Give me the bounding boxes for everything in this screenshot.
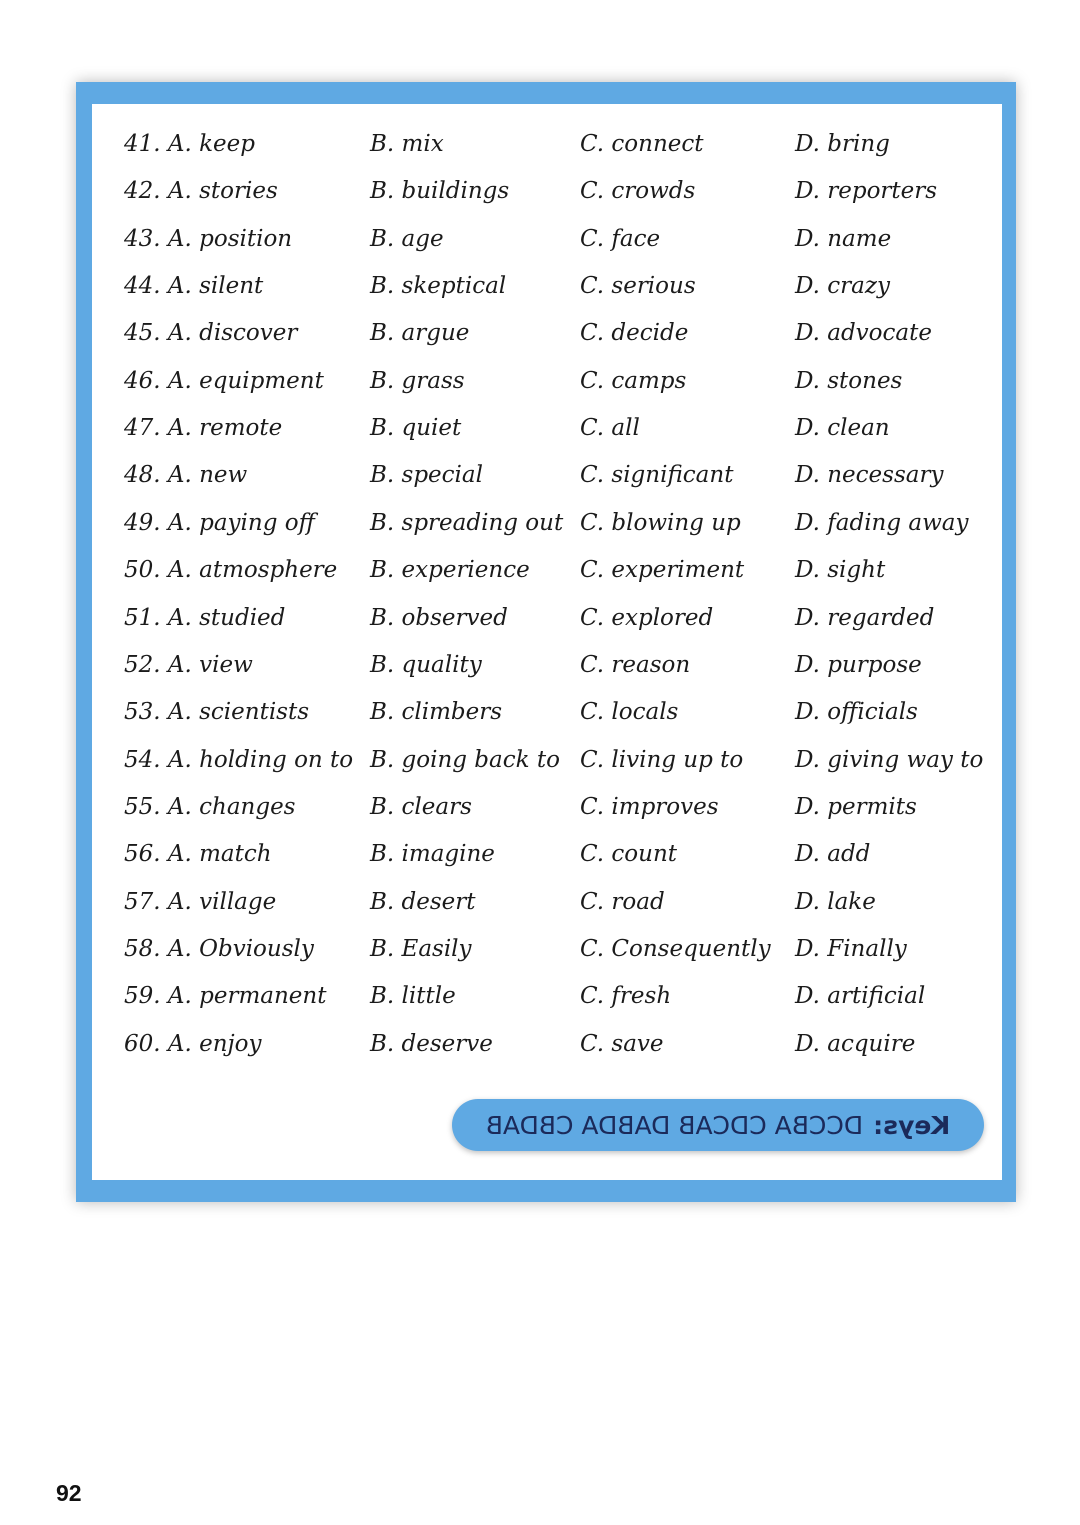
option-c: C. save (580, 1030, 664, 1057)
option-d: D. necessary (795, 462, 944, 489)
option-c: C. reason (580, 651, 691, 678)
option-a: 56. A. match (124, 841, 272, 868)
option-b: B. grass (370, 367, 465, 394)
option-a: 47. A. remote (124, 415, 283, 442)
option-a: 43. A. position (124, 225, 293, 252)
question-row (0, 976, 1080, 1016)
option-b: B. age (370, 225, 444, 252)
option-b: B. clears (370, 793, 472, 820)
option-c: C. improves (580, 793, 719, 820)
option-b: B. spreading out (370, 509, 564, 536)
question-row (0, 598, 1080, 638)
option-a: 44. A. silent (124, 273, 264, 300)
option-d: D. artificial (795, 983, 926, 1010)
option-b: B. mix (370, 131, 444, 157)
question-row (0, 361, 1080, 401)
option-b: B. special (370, 462, 483, 489)
option-a: 57. A. village (124, 888, 277, 915)
option-d: D. officials (795, 699, 918, 726)
option-b: B. deserve (370, 1030, 493, 1057)
option-c: C. road (580, 888, 665, 915)
option-c: C. face (580, 225, 661, 252)
option-b: B. going back to (370, 746, 560, 773)
question-row (0, 171, 1080, 211)
answer-keys-banner (452, 1099, 984, 1151)
answer-keys-label: Keys: (873, 1110, 951, 1140)
option-d: D. permits (795, 793, 917, 820)
option-a: 51. A. studied (124, 604, 286, 631)
option-d: D. clean (795, 415, 890, 442)
question-row (0, 313, 1080, 353)
option-a: 49. A. paying off (124, 509, 315, 536)
option-a: 42. A. stories (124, 178, 278, 205)
option-c: C. decide (580, 320, 689, 347)
question-row (0, 787, 1080, 827)
option-c: C. all (580, 415, 640, 442)
question-row (0, 645, 1080, 685)
question-row (0, 219, 1080, 259)
option-b: B. observed (370, 604, 508, 631)
option-a: 58. A. Obviously (124, 935, 314, 962)
option-d: D. Finally (795, 935, 907, 962)
question-row (0, 408, 1080, 448)
option-a: 48. A. new (124, 462, 248, 489)
option-d: D. crazy (795, 273, 890, 300)
option-d: D. lake (795, 888, 876, 915)
option-b: B. buildings (370, 178, 510, 205)
option-a: 50. A. atmosphere (124, 557, 338, 584)
option-c: C. fresh (580, 983, 672, 1010)
question-row (0, 266, 1080, 306)
option-d: D. add (795, 841, 871, 868)
option-c: C. camps (580, 367, 687, 394)
option-a: 59. A. permanent (124, 983, 327, 1010)
question-row (0, 1024, 1080, 1064)
answer-keys-mirrored (452, 1099, 984, 1151)
page-number: 92 (56, 1480, 82, 1506)
option-b: B. quiet (370, 415, 462, 442)
question-row (0, 455, 1080, 495)
option-c: C. locals (580, 699, 679, 726)
option-a: 52. A. view (124, 651, 253, 678)
option-d: D. purpose (795, 651, 922, 678)
question-row (0, 124, 1080, 164)
option-a: 46. A. equipment (124, 367, 324, 394)
option-a: 60. A. enjoy (124, 1030, 262, 1057)
option-b: B. little (370, 983, 456, 1010)
option-b: B. desert (370, 888, 476, 915)
option-b: B. experience (370, 557, 530, 584)
option-d: D. bring (795, 131, 890, 157)
option-c: C. count (580, 841, 677, 868)
option-b: B. Easily (370, 935, 472, 962)
question-row (0, 929, 1080, 969)
option-d: D. reporters (795, 178, 938, 205)
option-b: B. skeptical (370, 273, 507, 300)
option-a: 53. A. scientists (124, 699, 310, 726)
option-d: D. regarded (795, 604, 935, 631)
question-row (0, 692, 1080, 732)
option-c: C. explored (580, 604, 714, 631)
option-b: B. argue (370, 320, 470, 347)
question-row (0, 740, 1080, 780)
option-d: D. giving way to (795, 746, 984, 773)
question-row (0, 834, 1080, 874)
option-a: 55. A. changes (124, 793, 296, 820)
option-c: C. blowing up (580, 509, 741, 536)
option-d: D. fading away (795, 509, 969, 536)
option-a: 45. A. discover (124, 320, 298, 347)
question-row (0, 503, 1080, 543)
option-b: B. climbers (370, 699, 503, 726)
option-d: D. acquire (795, 1030, 916, 1057)
option-d: D. stones (795, 367, 903, 394)
option-c: C. experiment (580, 557, 745, 584)
option-c: C. crowds (580, 178, 696, 205)
answer-keys-value: DCCBA CDCAB DABDA CBDAB (485, 1110, 864, 1140)
question-row (0, 882, 1080, 922)
option-a: 54. A. holding on to (124, 746, 354, 773)
option-d: D. sight (795, 557, 886, 584)
option-b: B. quality (370, 651, 482, 678)
option-c: C. living up to (580, 746, 744, 773)
option-c: C. serious (580, 273, 696, 300)
option-b: B. imagine (370, 841, 495, 868)
question-row (0, 550, 1080, 590)
option-d: D. name (795, 225, 892, 252)
option-a: 41. A. keep (124, 131, 256, 157)
option-c: C. significant (580, 462, 734, 489)
option-c: C. connect (580, 131, 704, 157)
option-c: C. Consequently (580, 935, 771, 962)
option-d: D. advocate (795, 320, 932, 347)
